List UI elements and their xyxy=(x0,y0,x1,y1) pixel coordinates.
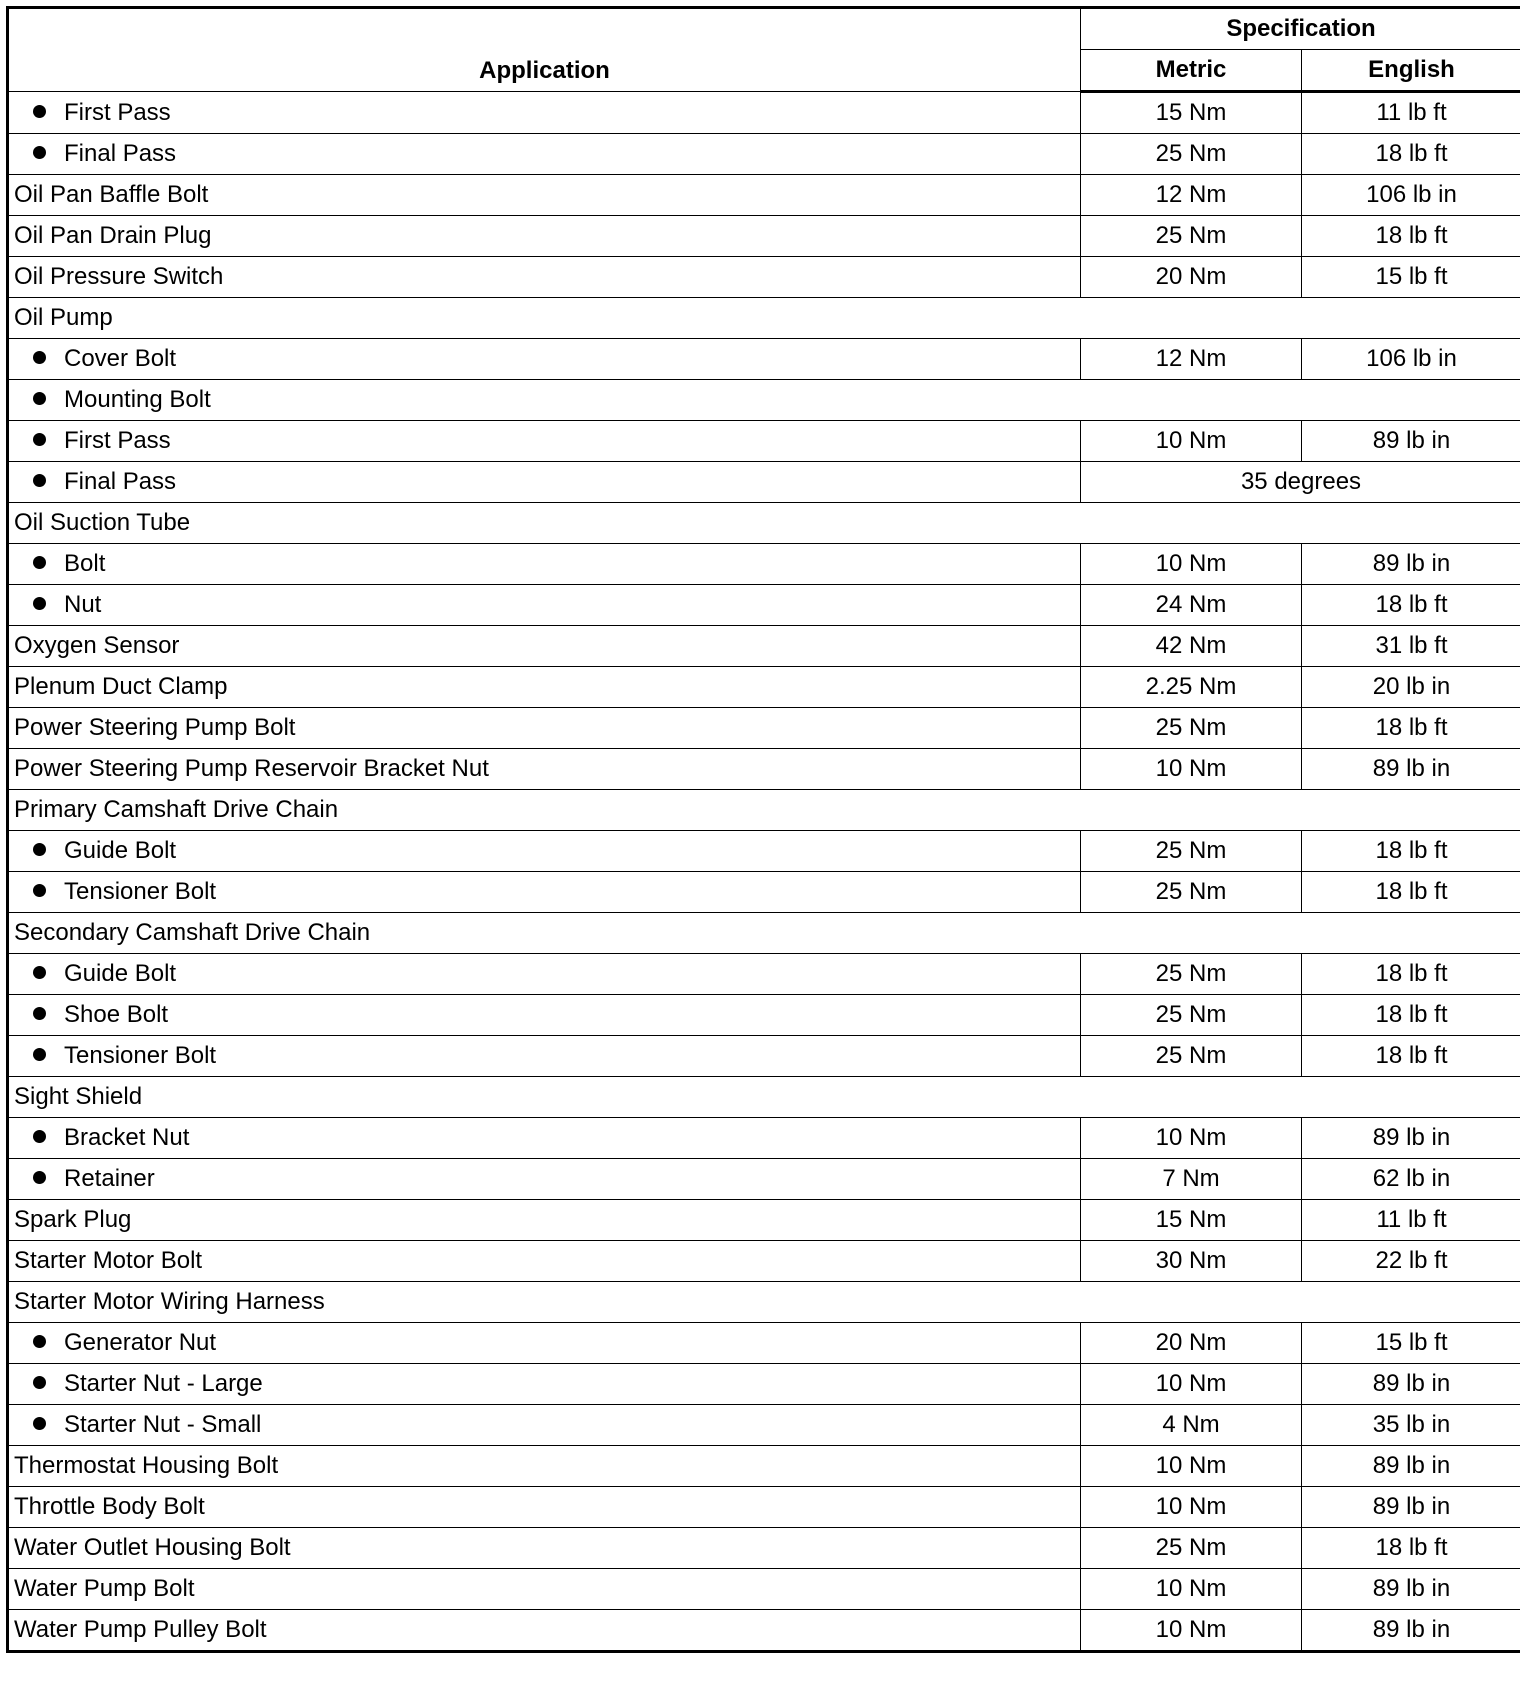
table-row xyxy=(8,544,1520,585)
english-value-cell: 89 lb in xyxy=(1302,749,1520,790)
metric-value-cell: 25 Nm xyxy=(1081,1528,1302,1569)
table-group-row xyxy=(8,1282,1520,1323)
table-row xyxy=(8,954,1520,995)
metric-value-cell: 42 Nm xyxy=(1081,626,1302,667)
application-label: Generator Nut xyxy=(64,1329,217,1356)
bullet-icon xyxy=(33,474,46,487)
table-group-row xyxy=(8,1077,1520,1118)
application-label: Secondary Camshaft Drive Chain xyxy=(14,919,371,946)
application-label: Nut xyxy=(64,591,102,618)
table-row xyxy=(8,872,1520,913)
table-row xyxy=(8,339,1520,380)
table-row xyxy=(8,257,1520,298)
metric-value-cell: 25 Nm xyxy=(1081,216,1302,257)
application-cell xyxy=(8,995,1081,1036)
english-value-cell: 106 lb in xyxy=(1302,175,1520,216)
metric-value-cell: 25 Nm xyxy=(1081,954,1302,995)
application-cell xyxy=(8,1241,1081,1282)
application-cell xyxy=(8,1446,1081,1487)
application-label: Throttle Body Bolt xyxy=(14,1493,205,1520)
spec-value-cell: 35 degrees xyxy=(1081,462,1520,503)
application-label: Shoe Bolt xyxy=(64,1001,169,1028)
application-cell xyxy=(8,462,1081,503)
application-cell xyxy=(8,585,1081,626)
application-cell xyxy=(8,913,1520,954)
application-label: Sight Shield xyxy=(14,1083,143,1110)
application-cell xyxy=(8,1323,1081,1364)
metric-value-cell: 10 Nm xyxy=(1081,749,1302,790)
application-label: Power Steering Pump Bolt xyxy=(14,714,296,741)
table-row xyxy=(8,1200,1520,1241)
metric-value-cell: 20 Nm xyxy=(1081,257,1302,298)
bullet-icon xyxy=(33,1007,46,1020)
english-value-cell: 18 lb ft xyxy=(1302,872,1520,913)
english-value-cell: 18 lb ft xyxy=(1302,1036,1520,1077)
application-label: Final Pass xyxy=(64,468,177,495)
metric-value-cell: 10 Nm xyxy=(1081,421,1302,462)
table-row xyxy=(8,462,1520,503)
metric-value-cell: 25 Nm xyxy=(1081,1036,1302,1077)
application-label: Starter Motor Wiring Harness xyxy=(14,1288,325,1315)
application-label: Oil Pan Drain Plug xyxy=(14,222,212,249)
bullet-icon xyxy=(33,1171,46,1184)
bullet-icon xyxy=(33,1417,46,1430)
table-header xyxy=(8,8,1520,92)
metric-value-cell: 25 Nm xyxy=(1081,872,1302,913)
bullet-icon xyxy=(33,597,46,610)
application-label: First Pass xyxy=(64,427,171,454)
application-label: Mounting Bolt xyxy=(64,386,211,413)
bullet-icon xyxy=(33,433,46,446)
metric-value-cell: 25 Nm xyxy=(1081,708,1302,749)
metric-value-cell: 4 Nm xyxy=(1081,1405,1302,1446)
application-label: Starter Nut - Small xyxy=(64,1411,262,1438)
english-value-cell: 89 lb in xyxy=(1302,1610,1520,1652)
english-value-cell: 62 lb in xyxy=(1302,1159,1520,1200)
english-value-cell: 20 lb in xyxy=(1302,667,1520,708)
application-label: Bracket Nut xyxy=(64,1124,190,1151)
metric-value-cell: 25 Nm xyxy=(1081,831,1302,872)
metric-value-cell: 10 Nm xyxy=(1081,1118,1302,1159)
application-cell xyxy=(8,257,1081,298)
application-cell xyxy=(8,1405,1081,1446)
bullet-icon xyxy=(33,351,46,364)
application-cell xyxy=(8,1528,1081,1569)
table-row xyxy=(8,175,1520,216)
english-value-cell: 106 lb in xyxy=(1302,339,1520,380)
english-value-cell: 89 lb in xyxy=(1302,1569,1520,1610)
table-row xyxy=(8,1118,1520,1159)
application-label: Plenum Duct Clamp xyxy=(14,673,228,700)
application-cell xyxy=(8,339,1081,380)
table-group-row xyxy=(8,913,1520,954)
application-label: Bolt xyxy=(64,550,106,577)
application-cell xyxy=(8,92,1081,134)
table-row xyxy=(8,134,1520,175)
application-label: Tensioner Bolt xyxy=(64,1042,217,1069)
application-cell xyxy=(8,216,1081,257)
table-row xyxy=(8,1036,1520,1077)
application-label: Power Steering Pump Reservoir Bracket Nut xyxy=(14,755,489,782)
application-label: Oil Suction Tube xyxy=(14,509,191,536)
application-cell xyxy=(8,708,1081,749)
metric-value-cell: 25 Nm xyxy=(1081,134,1302,175)
metric-value-cell: 10 Nm xyxy=(1081,1610,1302,1652)
bullet-icon xyxy=(33,966,46,979)
table-group-row xyxy=(8,503,1520,544)
application-cell xyxy=(8,134,1081,175)
table-row xyxy=(8,92,1520,134)
metric-value-cell: 30 Nm xyxy=(1081,1241,1302,1282)
metric-value-cell: 25 Nm xyxy=(1081,995,1302,1036)
application-label: Oil Pressure Switch xyxy=(14,263,224,290)
english-value-cell: 18 lb ft xyxy=(1302,585,1520,626)
table-row xyxy=(8,995,1520,1036)
table-body xyxy=(8,92,1520,1652)
application-cell xyxy=(8,298,1520,339)
table-row xyxy=(8,1446,1520,1487)
english-value-cell: 18 lb ft xyxy=(1302,134,1520,175)
application-label: Cover Bolt xyxy=(64,345,177,372)
application-cell xyxy=(8,1077,1520,1118)
table-group-row xyxy=(8,380,1520,421)
bullet-icon xyxy=(33,1048,46,1061)
table-row xyxy=(8,1405,1520,1446)
table-row xyxy=(8,421,1520,462)
metric-value-cell: 20 Nm xyxy=(1081,1323,1302,1364)
application-label: Oil Pump xyxy=(14,304,113,331)
metric-value-cell: 10 Nm xyxy=(1081,1364,1302,1405)
english-value-cell: 18 lb ft xyxy=(1302,831,1520,872)
table-group-row xyxy=(8,298,1520,339)
table-row xyxy=(8,831,1520,872)
bullet-icon xyxy=(33,392,46,405)
application-cell xyxy=(8,503,1520,544)
application-label: First Pass xyxy=(64,98,171,126)
application-label: Thermostat Housing Bolt xyxy=(14,1452,279,1479)
metric-value-cell: 10 Nm xyxy=(1081,1487,1302,1528)
table-row xyxy=(8,1323,1520,1364)
bullet-icon xyxy=(33,146,46,159)
application-cell xyxy=(8,749,1081,790)
table-row xyxy=(8,1364,1520,1405)
bullet-icon xyxy=(33,105,46,118)
application-label: Starter Nut - Large xyxy=(64,1370,263,1397)
application-cell xyxy=(8,790,1520,831)
application-cell xyxy=(8,380,1520,421)
application-label: Oil Pan Baffle Bolt xyxy=(14,181,209,208)
english-value-cell: 18 lb ft xyxy=(1302,216,1520,257)
english-value-cell: 35 lb in xyxy=(1302,1405,1520,1446)
table-row xyxy=(8,1528,1520,1569)
english-value-cell: 18 lb ft xyxy=(1302,954,1520,995)
metric-value-cell: 10 Nm xyxy=(1081,1446,1302,1487)
table-row xyxy=(8,1487,1520,1528)
application-cell xyxy=(8,1118,1081,1159)
table-row xyxy=(8,626,1520,667)
metric-value-cell: 12 Nm xyxy=(1081,175,1302,216)
table-group-row xyxy=(8,790,1520,831)
application-cell xyxy=(8,1036,1081,1077)
application-label: Starter Motor Bolt xyxy=(14,1247,203,1274)
bullet-icon xyxy=(33,1130,46,1143)
metric-value-cell: 2.25 Nm xyxy=(1081,667,1302,708)
application-cell xyxy=(8,667,1081,708)
english-value-cell: 15 lb ft xyxy=(1302,1323,1520,1364)
application-label: Water Pump Pulley Bolt xyxy=(14,1616,267,1643)
english-value-cell: 22 lb ft xyxy=(1302,1241,1520,1282)
application-cell xyxy=(8,1487,1081,1528)
application-cell xyxy=(8,1569,1081,1610)
application-cell xyxy=(8,1159,1081,1200)
table-row xyxy=(8,708,1520,749)
metric-value-cell: 15 Nm xyxy=(1081,92,1302,134)
table-row xyxy=(8,749,1520,790)
application-cell xyxy=(8,1364,1081,1405)
bullet-icon xyxy=(33,884,46,897)
table-row xyxy=(8,667,1520,708)
metric-value-cell: 10 Nm xyxy=(1081,1569,1302,1610)
english-value-cell: 89 lb in xyxy=(1302,1118,1520,1159)
english-value-cell: 31 lb ft xyxy=(1302,626,1520,667)
english-value-cell: 89 lb in xyxy=(1302,544,1520,585)
application-cell xyxy=(8,421,1081,462)
english-value-cell: 89 lb in xyxy=(1302,1364,1520,1405)
application-cell xyxy=(8,544,1081,585)
metric-value-cell: 12 Nm xyxy=(1081,339,1302,380)
application-label: Retainer xyxy=(64,1165,155,1192)
application-cell xyxy=(8,1200,1081,1241)
metric-value-cell: 7 Nm xyxy=(1081,1159,1302,1200)
english-value-cell: 18 lb ft xyxy=(1302,708,1520,749)
application-cell xyxy=(8,626,1081,667)
application-cell xyxy=(8,1282,1520,1323)
table-row xyxy=(8,216,1520,257)
bullet-icon xyxy=(33,1335,46,1348)
table-row xyxy=(8,585,1520,626)
metric-value-cell: 15 Nm xyxy=(1081,1200,1302,1241)
metric-value-cell: 10 Nm xyxy=(1081,544,1302,585)
english-value-cell: 89 lb in xyxy=(1302,1487,1520,1528)
application-cell xyxy=(8,954,1081,995)
english-value-cell: 18 lb ft xyxy=(1302,995,1520,1036)
english-value-cell: 11 lb ft xyxy=(1302,1200,1520,1241)
table-row xyxy=(8,1241,1520,1282)
application-label: Tensioner Bolt xyxy=(64,878,217,905)
application-label: Final Pass xyxy=(64,140,177,167)
application-label: Guide Bolt xyxy=(64,837,177,864)
table-row xyxy=(8,1569,1520,1610)
application-header: Application xyxy=(8,8,1081,92)
specification-header: Specification xyxy=(1081,8,1520,50)
english-value-cell: 18 lb ft xyxy=(1302,1528,1520,1569)
table-row xyxy=(8,1159,1520,1200)
application-label: Oxygen Sensor xyxy=(14,632,180,659)
english-value-cell: 11 lb ft xyxy=(1302,92,1520,134)
application-label: Spark Plug xyxy=(14,1206,132,1233)
torque-spec-table xyxy=(6,6,1520,1653)
application-label: Guide Bolt xyxy=(64,960,177,987)
bullet-icon xyxy=(33,843,46,856)
application-label: Water Pump Bolt xyxy=(14,1575,195,1602)
application-label: Primary Camshaft Drive Chain xyxy=(14,796,339,823)
english-value-cell: 89 lb in xyxy=(1302,421,1520,462)
application-cell xyxy=(8,175,1081,216)
application-cell xyxy=(8,872,1081,913)
metric-header: Metric xyxy=(1081,50,1302,92)
application-cell xyxy=(8,1610,1081,1652)
metric-value-cell: 24 Nm xyxy=(1081,585,1302,626)
bullet-icon xyxy=(33,1376,46,1389)
bullet-icon xyxy=(33,556,46,569)
application-cell xyxy=(8,831,1081,872)
application-label: Water Outlet Housing Bolt xyxy=(14,1534,291,1561)
table-row xyxy=(8,1610,1520,1652)
english-value-cell: 89 lb in xyxy=(1302,1446,1520,1487)
english-header: English xyxy=(1302,50,1520,92)
english-value-cell: 15 lb ft xyxy=(1302,257,1520,298)
